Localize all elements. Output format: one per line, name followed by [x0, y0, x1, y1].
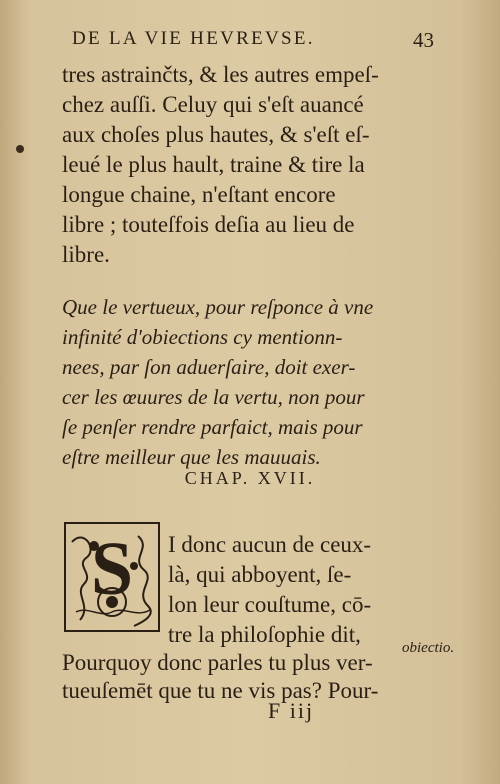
chapter-line: Pourquoy donc parles tu plus ver-: [62, 650, 373, 675]
summary-line: nees, par ſon aduerſaire, doit exer-: [62, 355, 356, 379]
marginal-note: obiectio.: [402, 640, 455, 656]
page-number: 43: [413, 28, 434, 52]
chapter-line: tre la philoſophie dit,: [168, 622, 361, 647]
summary-line: eſtre meilleur que les mauuais.: [62, 445, 321, 469]
signature-mark: F iij: [268, 698, 315, 723]
body-line: aux choſes plus hautes, & s'eſt eſ-: [62, 122, 370, 147]
decorated-initial: [64, 522, 160, 632]
summary-line: ſe penſer rendre parfaict, mais pour: [62, 415, 363, 439]
summary-line: cer les œuures de la vertu, non pour: [62, 385, 365, 409]
body-line: tres astrainčts, & les autres empeſ-: [62, 62, 379, 87]
body-line: leué le plus hault, traine & tire la: [62, 152, 365, 177]
ink-mark: [16, 145, 24, 153]
initial-letter: S: [90, 527, 134, 611]
chapter-line: lon leur couſtume, cō-: [168, 592, 372, 617]
chapter-heading: CHAP. XVII.: [184, 468, 316, 488]
body-line: longue chaine, n'eſtant encore: [62, 182, 336, 207]
running-head-title: DE LA VIE HEVREVSE.: [72, 28, 315, 49]
chapter-line: tueuſemēt que tu ne vis pas? Pour-: [62, 678, 379, 703]
body-line: libre ; touteſfois deſia au lieu de: [62, 212, 355, 237]
summary-line: infinité d'obiections cy mentionn-: [62, 325, 343, 349]
body-line: chez auſſi. Celuy qui s'eſt auancé: [62, 92, 364, 117]
chapter-line: I donc aucun de ceux-: [168, 532, 372, 557]
summary-line: Que le vertueux, pour reſponce à vne: [62, 295, 374, 319]
running-head: [72, 28, 434, 52]
chapter-line: là, qui abboyent, ſe-: [168, 562, 352, 587]
decorated-initial-ornament: [64, 522, 160, 632]
body-line: libre.: [62, 242, 110, 267]
